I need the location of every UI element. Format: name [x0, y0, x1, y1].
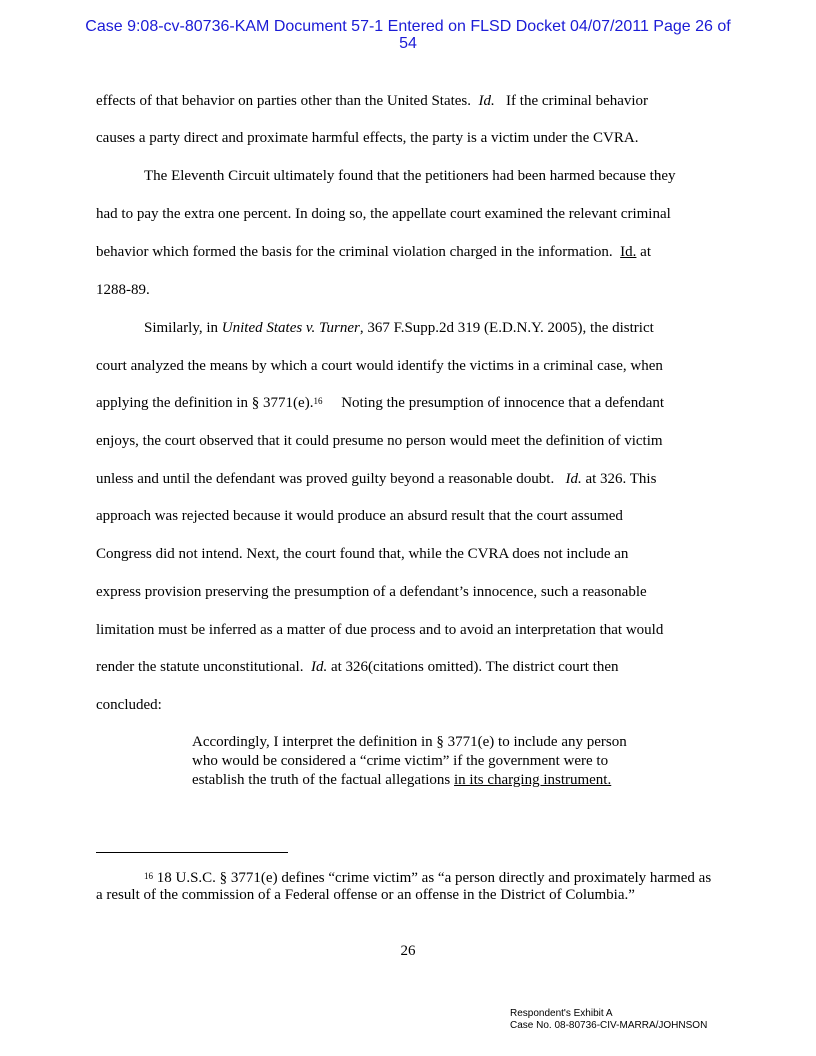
body-line: concluded:: [96, 697, 162, 713]
text: , 367 F.Supp.2d 319 (E.D.N.Y. 2005), the district: [359, 320, 654, 336]
body-line: [96, 658, 619, 676]
body-line: [96, 470, 656, 488]
body-line: court analyzed the means by which a court would identify the victims in a criminal case, when: [96, 358, 663, 374]
body-line: The Eleventh Circuit ultimately found that the petitioners had been harmed because they: [144, 168, 676, 184]
body-line: limitation must be inferred as a matter of due process and to avoid an interpretation that would: [96, 622, 664, 638]
body-line: Congress did not intend. Next, the court found that, while the CVRA does not include an: [96, 546, 629, 562]
text: Noting the presumption of innocence that a defendant: [341, 395, 665, 411]
body-line: [144, 319, 654, 337]
quote-underlined-text: in its charging instrument.: [454, 772, 612, 788]
text: behavior which formed the basis for the criminal violation charged in the information.: [96, 244, 613, 260]
text: Similarly, in: [144, 320, 219, 336]
text: render the statute unconstitutional.: [96, 659, 304, 675]
body-line: 1288-89.: [96, 282, 150, 298]
docket-header-line-2: 54: [399, 35, 417, 52]
text: applying the definition in § 3771(e).: [96, 395, 314, 411]
body-line: had to pay the extra one percent. In doing so, the appellate court examined the relevant criminal: [96, 206, 671, 222]
citation-id: Id.: [565, 471, 582, 487]
footnote-divider: [96, 852, 288, 853]
footnote-number: 16: [144, 871, 153, 881]
text: at: [640, 244, 651, 260]
exhibit-stamp: [510, 1008, 707, 1032]
citation-id: Id.: [310, 659, 328, 675]
citation-id: Id.: [478, 93, 495, 109]
body-line: [96, 394, 664, 412]
block-quote: [192, 733, 632, 790]
body-line: [96, 243, 651, 261]
citation-id: Id.: [620, 244, 637, 260]
case-name: United States v. Turner: [221, 320, 360, 336]
footnote-ref: 16: [313, 396, 323, 406]
quote-text: Accordingly, I interpret the definition in § 3771(e) to include any person who would be considered a “crime victim” if the government were to establish the truth of the factual allegations: [192, 734, 627, 788]
page-number: 26: [400, 943, 416, 959]
body-line: enjoys, the court observed that it could presume no person would meet the definition of victim: [96, 433, 663, 449]
text: at 326(citations omitted). The district court then: [330, 659, 619, 675]
body-line: [96, 92, 648, 110]
body-line: express provision preserving the presumption of a defendant’s innocence, such a reasonable: [96, 584, 647, 600]
text: at 326. This: [585, 471, 657, 487]
footnote: [96, 870, 716, 904]
text: unless and until the defendant was proved guilty beyond a reasonable doubt.: [96, 471, 555, 487]
body-line: approach was rejected because it would produce an absurd result that the court assumed: [96, 508, 623, 524]
docket-header: [60, 18, 756, 52]
body-line: causes a party direct and proximate harmful effects, the party is a victim under the CVRA.: [96, 130, 639, 146]
exhibit-line-1: Respondent's Exhibit A: [510, 1008, 613, 1019]
exhibit-line-2: Case No. 08-80736-CIV-MARRA/JOHNSON: [510, 1020, 708, 1031]
text: If the criminal behavior: [506, 93, 649, 109]
text: effects of that behavior on parties other than the United States.: [96, 93, 472, 109]
docket-header-line-1: Case 9:08-cv-80736-KAM Document 57-1 Entered on FLSD Docket 04/07/2011 Page 26 of: [85, 18, 731, 35]
footnote-text: 18 U.S.C. § 3771(e) defines “crime victim” as “a person directly and proximately harmed as a result of the commission of a Federal offense or an offense in the District of Columbia.”: [96, 870, 712, 903]
